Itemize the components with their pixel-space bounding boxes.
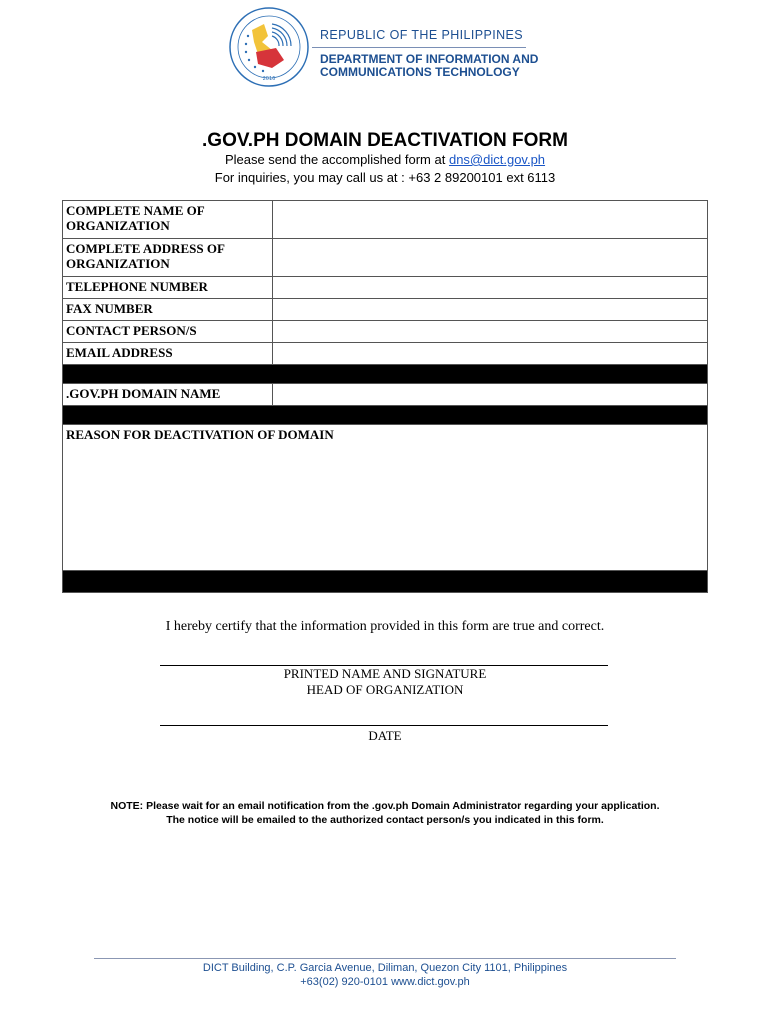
department-name-line2: COMMUNICATIONS TECHNOLOGY [320, 65, 520, 79]
domain-row [63, 384, 708, 406]
telephone-label: TELEPHONE NUMBER [63, 277, 273, 299]
contact-label: CONTACT PERSON/S [63, 321, 273, 343]
email-link[interactable]: dns@dict.gov.ph [448, 152, 546, 167]
send-instructions [0, 152, 770, 167]
separator-bar [63, 406, 708, 425]
header-divider [312, 47, 526, 48]
domain-label: .GOV.PH DOMAIN NAME [63, 384, 273, 406]
department-name-line1: DEPARTMENT OF INFORMATION AND [320, 52, 539, 66]
telephone-row [63, 277, 708, 299]
date-label: DATE [368, 728, 402, 743]
footer-address: DICT Building, C.P. Garcia Avenue, Diliman, Quezon City 1101, Philippines [202, 962, 568, 974]
send-text: Please send the accomplished form at [224, 152, 446, 167]
dict-seal-logo [228, 6, 310, 88]
contact-row [63, 321, 708, 343]
org-name-row [63, 201, 708, 239]
domain-field[interactable] [273, 384, 708, 406]
org-name-field[interactable] [273, 201, 708, 239]
certification-statement: I hereby certify that the information provided in this form are true and correct. [165, 619, 605, 634]
fax-row [63, 299, 708, 321]
org-address-label: COMPLETE ADDRESS OF ORGANIZATION [63, 239, 273, 277]
separator-bar [63, 571, 708, 593]
email-row [63, 343, 708, 365]
separator-bar [63, 365, 708, 384]
fax-field[interactable] [273, 299, 708, 321]
contact-field[interactable] [273, 321, 708, 343]
org-name-label: COMPLETE NAME OF ORGANIZATION [63, 201, 273, 239]
fax-label: FAX NUMBER [63, 299, 273, 321]
inquiry-text: For inquiries, you may call us at : +63 2 89200101 ext 6113 [214, 170, 556, 185]
reason-row [63, 425, 708, 571]
deactivation-form-table [62, 200, 708, 593]
email-field[interactable] [273, 343, 708, 365]
email-label: EMAIL ADDRESS [63, 343, 273, 365]
date-line[interactable] [160, 725, 608, 726]
reason-label: REASON FOR DEACTIVATION OF DOMAIN [66, 427, 334, 442]
note-line2: The notice will be emailed to the authorized contact person/s you indicated in this form. [166, 814, 604, 826]
reason-field[interactable] [63, 425, 708, 571]
form-title: .GOV.PH DOMAIN DEACTIVATION FORM [202, 130, 568, 151]
telephone-field[interactable] [273, 277, 708, 299]
signature-label: PRINTED NAME AND SIGNATURE [283, 666, 487, 681]
agency-header [320, 28, 538, 79]
footer-contact: +63(02) 920-0101 www.dict.gov.ph [300, 976, 470, 988]
seal-year: 2016 [262, 76, 276, 82]
org-address-field[interactable] [273, 239, 708, 277]
republic-label: REPUBLIC OF THE PHILIPPINES [320, 28, 523, 42]
note-line1: NOTE: Please wait for an email notification from the .gov.ph Domain Administrator regarding your application. [110, 800, 660, 812]
head-of-organization-label: HEAD OF ORGANIZATION [306, 682, 464, 697]
footer-divider [94, 958, 676, 959]
org-address-row [63, 239, 708, 277]
